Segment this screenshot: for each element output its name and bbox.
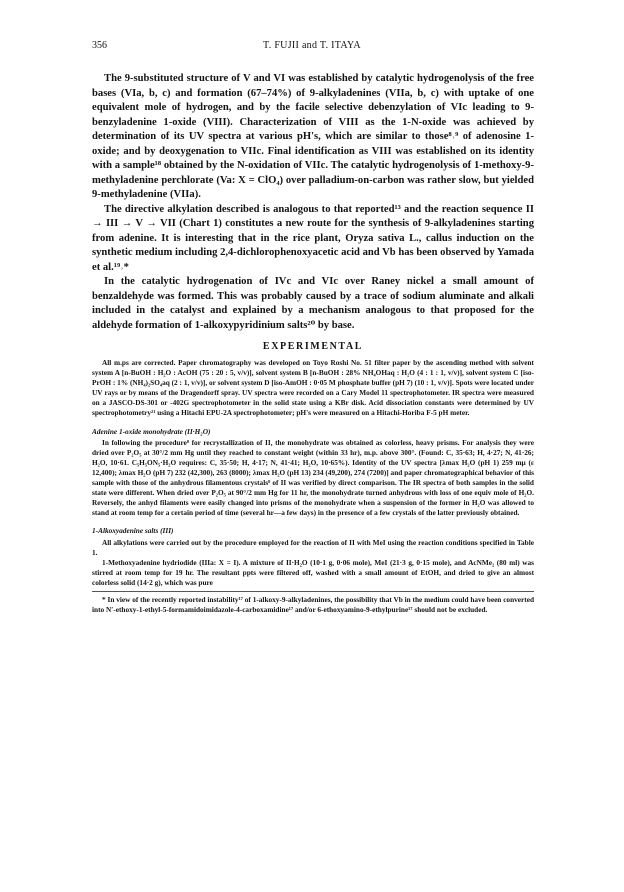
footnote: [92, 595, 534, 615]
paragraph: The directive alkylation described is analogous to that reported¹³ and the reaction sequence II → III → V → VII (Chart 1) constitutes a new route for the synthesis of 9-alkyladenines starting from adenine. It is interesting that in the rice plant, Oryza sativa L., callus induction on the synthetic medium including 2,4-dichlorophenoxyacetic acid and Vb has been observed by Yamada et al.¹⁹˒*: [92, 203, 534, 273]
paragraph: In following the procedure⁸ for recrystallization of II, the monohydrate was obtained as colorless, heavy prisms. For analysis they were dried over P₂O₅ at 30°/2 mm Hg until they reached to constant weight (within 33 hr), m.p. above 300°. (Found: C, 35·63; H, 4·27; N, 41·26; H₂O, 10·61. C₅H₅ON₅·H₂O requires: C, 35·50; H, 4·17; N, 41·41; H₂O, 10·65%). Identity of the UV spectra [λmax H₂O (pH 1) 259 mμ (ε 12,400); λmax H₂O (pH 7) 232 (42,300), 263 (8000); λmax H₂O (pH 13) 234 (49,200), 274 (7200)] and paper chromatographical behavior of this sample with those of the anhydrous filamentous crystals⁸ of II was verified by direct comparison. The IR spectra of both samples in the solid state were different. When dried over P₂O₅ at 90°/2 mm Hg for 11 hr, the monohydrate turned anhydrous with loss of one equiv mole of H₂O. Reversely, the anhyd filaments were easily changed into prisms of the monohydrate when a suspension of the former in H₂O was allowed to stand at room temp for a certain period of time (several hr—a few days) in the presence of a few crystals of the latter previously obtained.: [92, 437, 534, 518]
experimental-section: [92, 358, 534, 588]
running-title: T. FUJII and T. ITAYA: [263, 40, 361, 51]
section-title-experimental: EXPERIMENTAL: [262, 341, 364, 352]
footnote-text: * In view of the recently reported instability¹⁷ of 1-alkoxy-9-alkyladenines, the possibility that Vb in the medium could have been converted into N′-ethoxy-1-ethyl-5-formamidoimidazole-4-carboxamidine¹⁷ and/or 6-ethoxyamino-9-ethylpurine¹⁷ should not be excluded.: [92, 594, 534, 615]
subsection-heading: Adenine 1-oxide monohydrate (II·H₂O): [92, 426, 211, 436]
discussion-text: [92, 72, 534, 333]
footnote-divider: [92, 591, 534, 592]
paragraph: In the catalytic hydrogenation of IVc and VIc over Raney nickel a small amount of benzaldehyde was formed. This was probably caused by a trace of sodium aluminate and alkali included in the catalyst and explained by a mechanism analogous to that proposed for the aldehyde formation of 1-alkoxypyridinium salts²⁰ by base.: [92, 276, 534, 331]
paragraph: All alkylations were carried out by the procedure employed for the reaction of II with MeI using the reaction conditions specified in Table 1.: [92, 537, 534, 557]
page-number: 356: [92, 40, 107, 51]
general-methods-paragraph: All m.ps are corrected. Paper chromatography was developed on Toyo Roshi No. 51 filter paper by the ascending method with solvent system A [n-BuOH : H₂O : AcOH (75 : 20 : 5, v/v)], solvent system B [n-BuOH : 28% NH₄OHaq : H₂O (4 : 1 : 1, v/v)], solvent system C [iso-PrOH : 1% (NH₄)₂SO₄aq (2 : 1, v/v)], or solvent system D [iso-AmOH : 0·05 M phosphate buffer (pH 7) (10 : 1, v/v)]. Spots were located under UV rays or by means of the Dragendorff spray. UV spectra were recorded on a Cary Model 11 spectrophotometer. IR spectra were measured on a JASCO-DS-301 or -402G spectrophotometer in the solid state using a KBr disk. Acid dissociation constants were determined by UV spectrophotometry²¹ using a Hitachi EPU-2A spectrophotometer; pH's were measured on a Hitachi-Horiba F-5 pH meter.: [92, 358, 534, 418]
paragraph: The 9-substituted structure of V and VI was established by catalytic hydrogenolysis of the free bases (VIa, b, c) and formation (67–74%) of 9-alkyladenines (VIIa, b, c) with uptake of one equivalent mole of hydrogen, and by the facile selective debenzylation of VIc leading to 9-benzyladenine 1-oxide (VIII). Characterization of VIII as the 1-N-oxide was achieved by determination of its UV spectra at various pH's, which are similar to those⁸˒⁹ of adenosine 1-oxide; and by deoxygenation to VIIc. Final identification as VIII was established on its identity with a sample¹⁸ obtained by the N-oxidation of VIIc. The catalytic hydrogenolysis of 1-methoxy-9-methyladenine perchlorate (Va: X = ClO₄) over palladium-on-carbon was rather slow, but yielded 9-methyladenine (VIIa).: [92, 73, 534, 200]
subsection-heading: 1-Alkoxyadenine salts (III): [92, 526, 174, 536]
page-body: [92, 72, 534, 615]
paragraph: 1-Methoxyadenine hydriodide (IIIa: X = I). A mixture of II·H₂O (10·1 g, 0·06 mole), MeI (21·3 g, 0·15 mole), and AcNMe₂ (80 ml) was stirred at room temp for 19 hr. The resultant ppts were filtered off, washed with a small amount of EtOH, and dried to give an almost colorless solid (14·2 g), which was pure: [92, 557, 534, 587]
page-header: [92, 40, 532, 54]
